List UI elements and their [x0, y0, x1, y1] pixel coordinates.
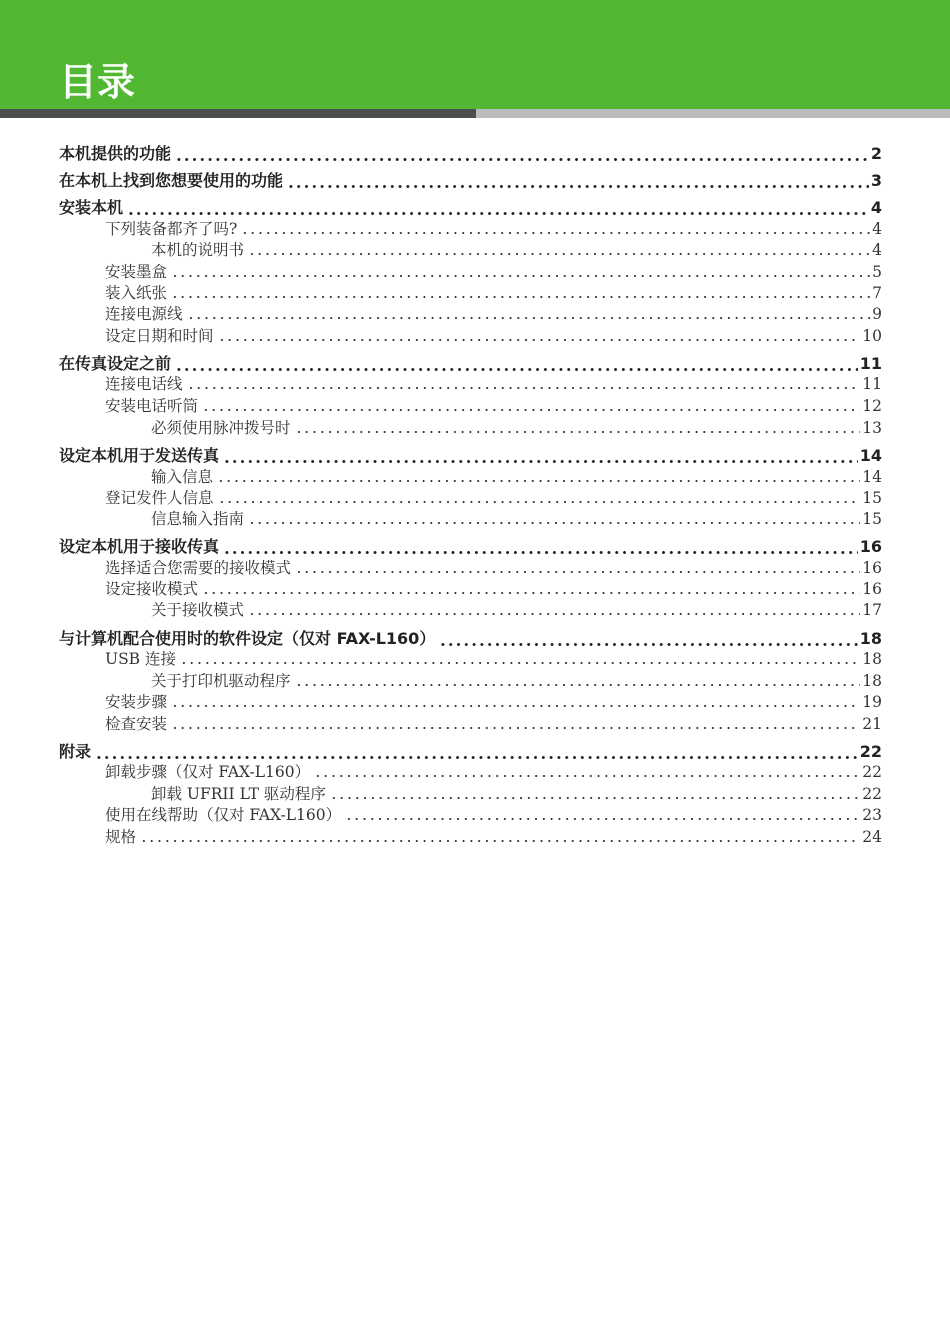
- toc-section[interactable]: [59, 741, 882, 763]
- toc-entry-label: 连接电源线: [105, 305, 183, 323]
- toc-entry-label: 关于接收模式: [151, 601, 245, 619]
- toc-subsection[interactable]: [105, 805, 882, 825]
- toc-page-number: 9: [872, 305, 882, 323]
- toc-subsection[interactable]: [105, 219, 882, 239]
- toc-entry-label: 安装步骤: [105, 693, 168, 711]
- toc-subsection[interactable]: [105, 714, 882, 734]
- toc-subsubsection[interactable]: [151, 467, 882, 487]
- toc-page-number: 3: [870, 171, 882, 190]
- toc-page-number: 11: [859, 354, 882, 373]
- dot-leader: [171, 283, 870, 303]
- toc-page-number: 22: [862, 785, 882, 803]
- dot-leader: [171, 692, 860, 712]
- toc-page-number: 22: [862, 763, 882, 781]
- toc-page-number: 15: [862, 510, 882, 528]
- toc-page-number: 21: [862, 715, 882, 733]
- toc-page-number: 4: [872, 241, 882, 259]
- toc-subsection[interactable]: [105, 488, 882, 508]
- dot-leader: [439, 628, 857, 650]
- toc-subsection[interactable]: [105, 762, 882, 782]
- toc-subsection[interactable]: [105, 283, 882, 303]
- toc-entry-label: 设定日期和时间: [105, 327, 214, 345]
- dot-leader: [287, 170, 869, 192]
- toc-page-number: 4: [872, 220, 882, 238]
- toc-subsection[interactable]: [105, 558, 882, 578]
- toc-subsection[interactable]: [105, 649, 882, 669]
- toc-page-number: 10: [862, 327, 882, 345]
- dot-leader: [345, 805, 860, 825]
- toc-entry-label: 设定本机用于发送传真: [59, 446, 220, 465]
- toc-subsubsection[interactable]: [151, 509, 882, 529]
- dot-leader: [202, 579, 860, 599]
- toc-section[interactable]: [59, 628, 882, 650]
- toc-page-number: 7: [872, 284, 882, 302]
- toc-page-number: 23: [862, 806, 882, 824]
- dot-leader: [202, 396, 860, 416]
- dot-leader: [295, 418, 861, 438]
- toc-page-number: 12: [862, 397, 882, 415]
- toc-subsection[interactable]: [105, 326, 882, 346]
- toc-page-number: 18: [859, 629, 882, 648]
- page-title: 目录: [59, 60, 136, 104]
- toc-page-number: 22: [859, 742, 882, 761]
- toc-entry-label: 使用在线帮助（仅对 FAX-L160）: [105, 806, 342, 824]
- toc-subsubsection[interactable]: [151, 671, 882, 691]
- toc-page-number: 14: [859, 446, 882, 465]
- dot-leader: [187, 374, 861, 394]
- toc-entry-label: 安装墨盒: [105, 263, 168, 281]
- dot-leader: [295, 671, 861, 691]
- toc-entry-label: 附录: [59, 742, 92, 761]
- dot-leader: [140, 827, 860, 847]
- dot-leader: [248, 240, 870, 260]
- dot-leader: [175, 353, 858, 375]
- toc-page-number: 16: [862, 559, 882, 577]
- dot-leader: [95, 741, 858, 763]
- toc-entry-label: 卸载步骤（仅对 FAX-L160）: [105, 763, 311, 781]
- toc-subsection[interactable]: [105, 262, 882, 282]
- dot-leader: [218, 488, 861, 508]
- toc-entry-label: USB 连接: [105, 650, 176, 668]
- dot-leader: [295, 558, 860, 578]
- toc-page-number: 18: [862, 672, 882, 690]
- toc-entry-label: 卸载 UFRII LT 驱动程序: [151, 785, 326, 803]
- dot-leader: [241, 219, 870, 239]
- toc-page-number: 16: [862, 580, 882, 598]
- toc-subsubsection[interactable]: [151, 784, 882, 804]
- toc-entry-label: 必须使用脉冲拨号时: [151, 419, 291, 437]
- toc-entry-label: 下列装备都齐了吗?: [105, 220, 238, 238]
- toc-subsection[interactable]: [105, 374, 882, 394]
- toc-section[interactable]: [59, 536, 882, 558]
- toc-subsubsection[interactable]: [151, 418, 882, 438]
- toc-section[interactable]: [59, 143, 882, 165]
- toc-page-number: 15: [862, 489, 882, 507]
- dot-leader: [171, 262, 870, 282]
- toc-entry-label: 安装本机: [59, 198, 124, 217]
- toc-subsection[interactable]: [105, 396, 882, 416]
- toc-page-number: 18: [862, 650, 882, 668]
- toc-section[interactable]: [59, 353, 882, 375]
- toc-entry-label: 本机的说明书: [151, 241, 245, 259]
- toc-entry-label: 设定接收模式: [105, 580, 199, 598]
- toc-subsubsection[interactable]: [151, 600, 882, 620]
- toc-page-number: 4: [870, 198, 882, 217]
- toc-page-number: 14: [862, 468, 882, 486]
- toc-page-number: 24: [862, 828, 882, 846]
- dot-leader: [314, 762, 860, 782]
- dot-leader: [223, 536, 858, 558]
- dot-leader: [171, 714, 860, 734]
- toc-page-number: 13: [862, 419, 882, 437]
- toc-subsection[interactable]: [105, 827, 882, 847]
- toc-page-number: 19: [862, 693, 882, 711]
- toc-section[interactable]: [59, 170, 882, 192]
- toc-entry-label: 登记发件人信息: [105, 489, 214, 507]
- dot-leader: [180, 649, 860, 669]
- dot-leader: [248, 600, 860, 620]
- toc-entry-label: 输入信息: [151, 468, 214, 486]
- toc-entry-label: 规格: [105, 828, 137, 846]
- toc-entry-label: 选择适合您需要的接收模式: [105, 559, 292, 577]
- dot-leader: [217, 467, 860, 487]
- dot-leader: [187, 304, 871, 324]
- toc-entry-label: 检查安装: [105, 715, 168, 733]
- dot-leader: [175, 143, 869, 165]
- toc-page-number: 11: [862, 375, 882, 393]
- toc-entry-label: 信息输入指南: [151, 510, 245, 528]
- dot-leader: [127, 197, 869, 219]
- toc-page-number: 17: [862, 601, 882, 619]
- toc-entry-label: 与计算机配合使用时的软件设定（仅对 FAX-L160）: [59, 629, 436, 648]
- toc-subsection[interactable]: [105, 692, 882, 712]
- dot-leader: [330, 784, 860, 804]
- toc-entry-label: 关于打印机驱动程序: [151, 672, 291, 690]
- toc-entry-label: 在本机上找到您想要使用的功能: [59, 171, 284, 190]
- toc-section[interactable]: [59, 445, 882, 467]
- toc-subsection[interactable]: [105, 579, 882, 599]
- toc-entry-label: 本机提供的功能: [59, 144, 172, 163]
- toc-page-number: 2: [870, 144, 882, 163]
- toc-entry-label: 装入纸张: [105, 284, 168, 302]
- toc-entry-label: 连接电话线: [105, 375, 183, 393]
- toc-entry-label: 设定本机用于接收传真: [59, 537, 220, 556]
- dot-leader: [248, 509, 860, 529]
- toc-entry-label: 在传真设定之前: [59, 354, 172, 373]
- toc-page-number: 5: [872, 263, 882, 281]
- toc-subsubsection[interactable]: [151, 240, 882, 260]
- dot-leader: [218, 326, 861, 346]
- toc-subsection[interactable]: [105, 304, 882, 324]
- toc-section[interactable]: [59, 197, 882, 219]
- toc-entry-label: 安装电话听筒: [105, 397, 199, 415]
- dot-leader: [223, 445, 858, 467]
- toc-page-number: 16: [859, 537, 882, 556]
